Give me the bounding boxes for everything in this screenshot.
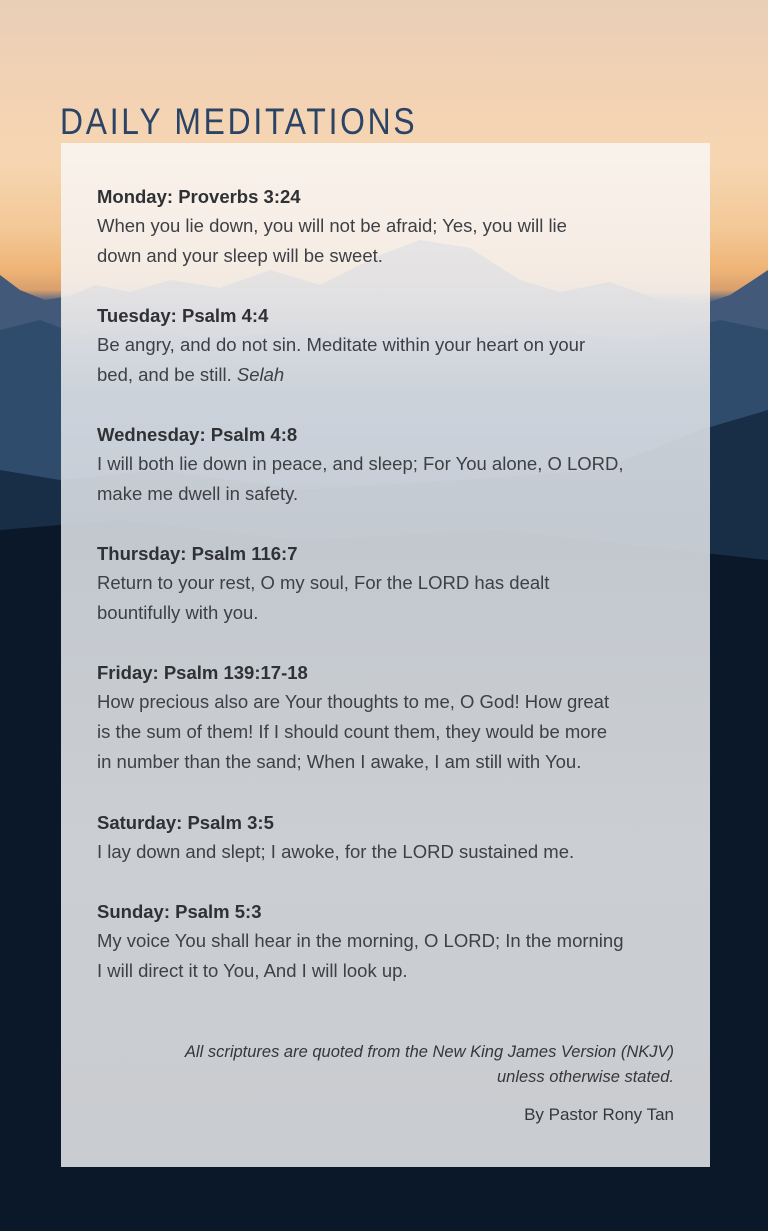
entry-sunday (97, 898, 687, 986)
entry-verse: How precious also are Your thoughts to me, O God! How great is the sum of them! If I should count them, they would be more in number than the sand; When I awake, I am still with You. (97, 691, 610, 772)
entry-verse: When you lie down, you will not be afraid; Yes, you will lie down and your sleep will be sweet. (97, 215, 567, 266)
entry-heading: Thursday: Psalm 116:7 (97, 543, 298, 564)
entry-verse: Return to your rest, O my soul, For the LORD has dealt bountifully with you. (97, 572, 550, 623)
translation-note: All scriptures are quoted from the New King James Version (NKJV) unless otherwise stated. (184, 1043, 674, 1086)
entry-heading: Sunday: Psalm 5:3 (97, 901, 262, 922)
entry-heading: Saturday: Psalm 3:5 (97, 812, 274, 833)
entry-thursday (97, 540, 687, 628)
author-credit: By Pastor Rony Tan (524, 1105, 674, 1124)
entry-saturday (97, 809, 687, 867)
entry-heading: Monday: Proverbs 3:24 (97, 186, 301, 207)
entry-verse: My voice You shall hear in the morning, O LORD; In the morning I will direct it to You, And I will look up. (97, 930, 624, 981)
entry-monday (97, 183, 687, 271)
entry-wednesday (97, 421, 687, 509)
meditations-panel (61, 143, 710, 1167)
entry-heading: Friday: Psalm 139:17-18 (97, 662, 308, 683)
entry-verse: I lay down and slept; I awoke, for the LORD sustained me. (97, 841, 575, 862)
entry-heading: Wednesday: Psalm 4:8 (97, 424, 298, 445)
page-title: DAILY MEDITATIONS (60, 100, 418, 142)
entry-tuesday (97, 302, 687, 390)
entry-verse: Be angry, and do not sin. Meditate within your heart on your bed, and be still. Selah (97, 334, 586, 385)
entry-verse: I will both lie down in peace, and sleep; For You alone, O LORD, make me dwell in safety. (97, 453, 624, 504)
entry-heading: Tuesday: Psalm 4:4 (97, 305, 269, 326)
entry-friday (97, 659, 687, 777)
